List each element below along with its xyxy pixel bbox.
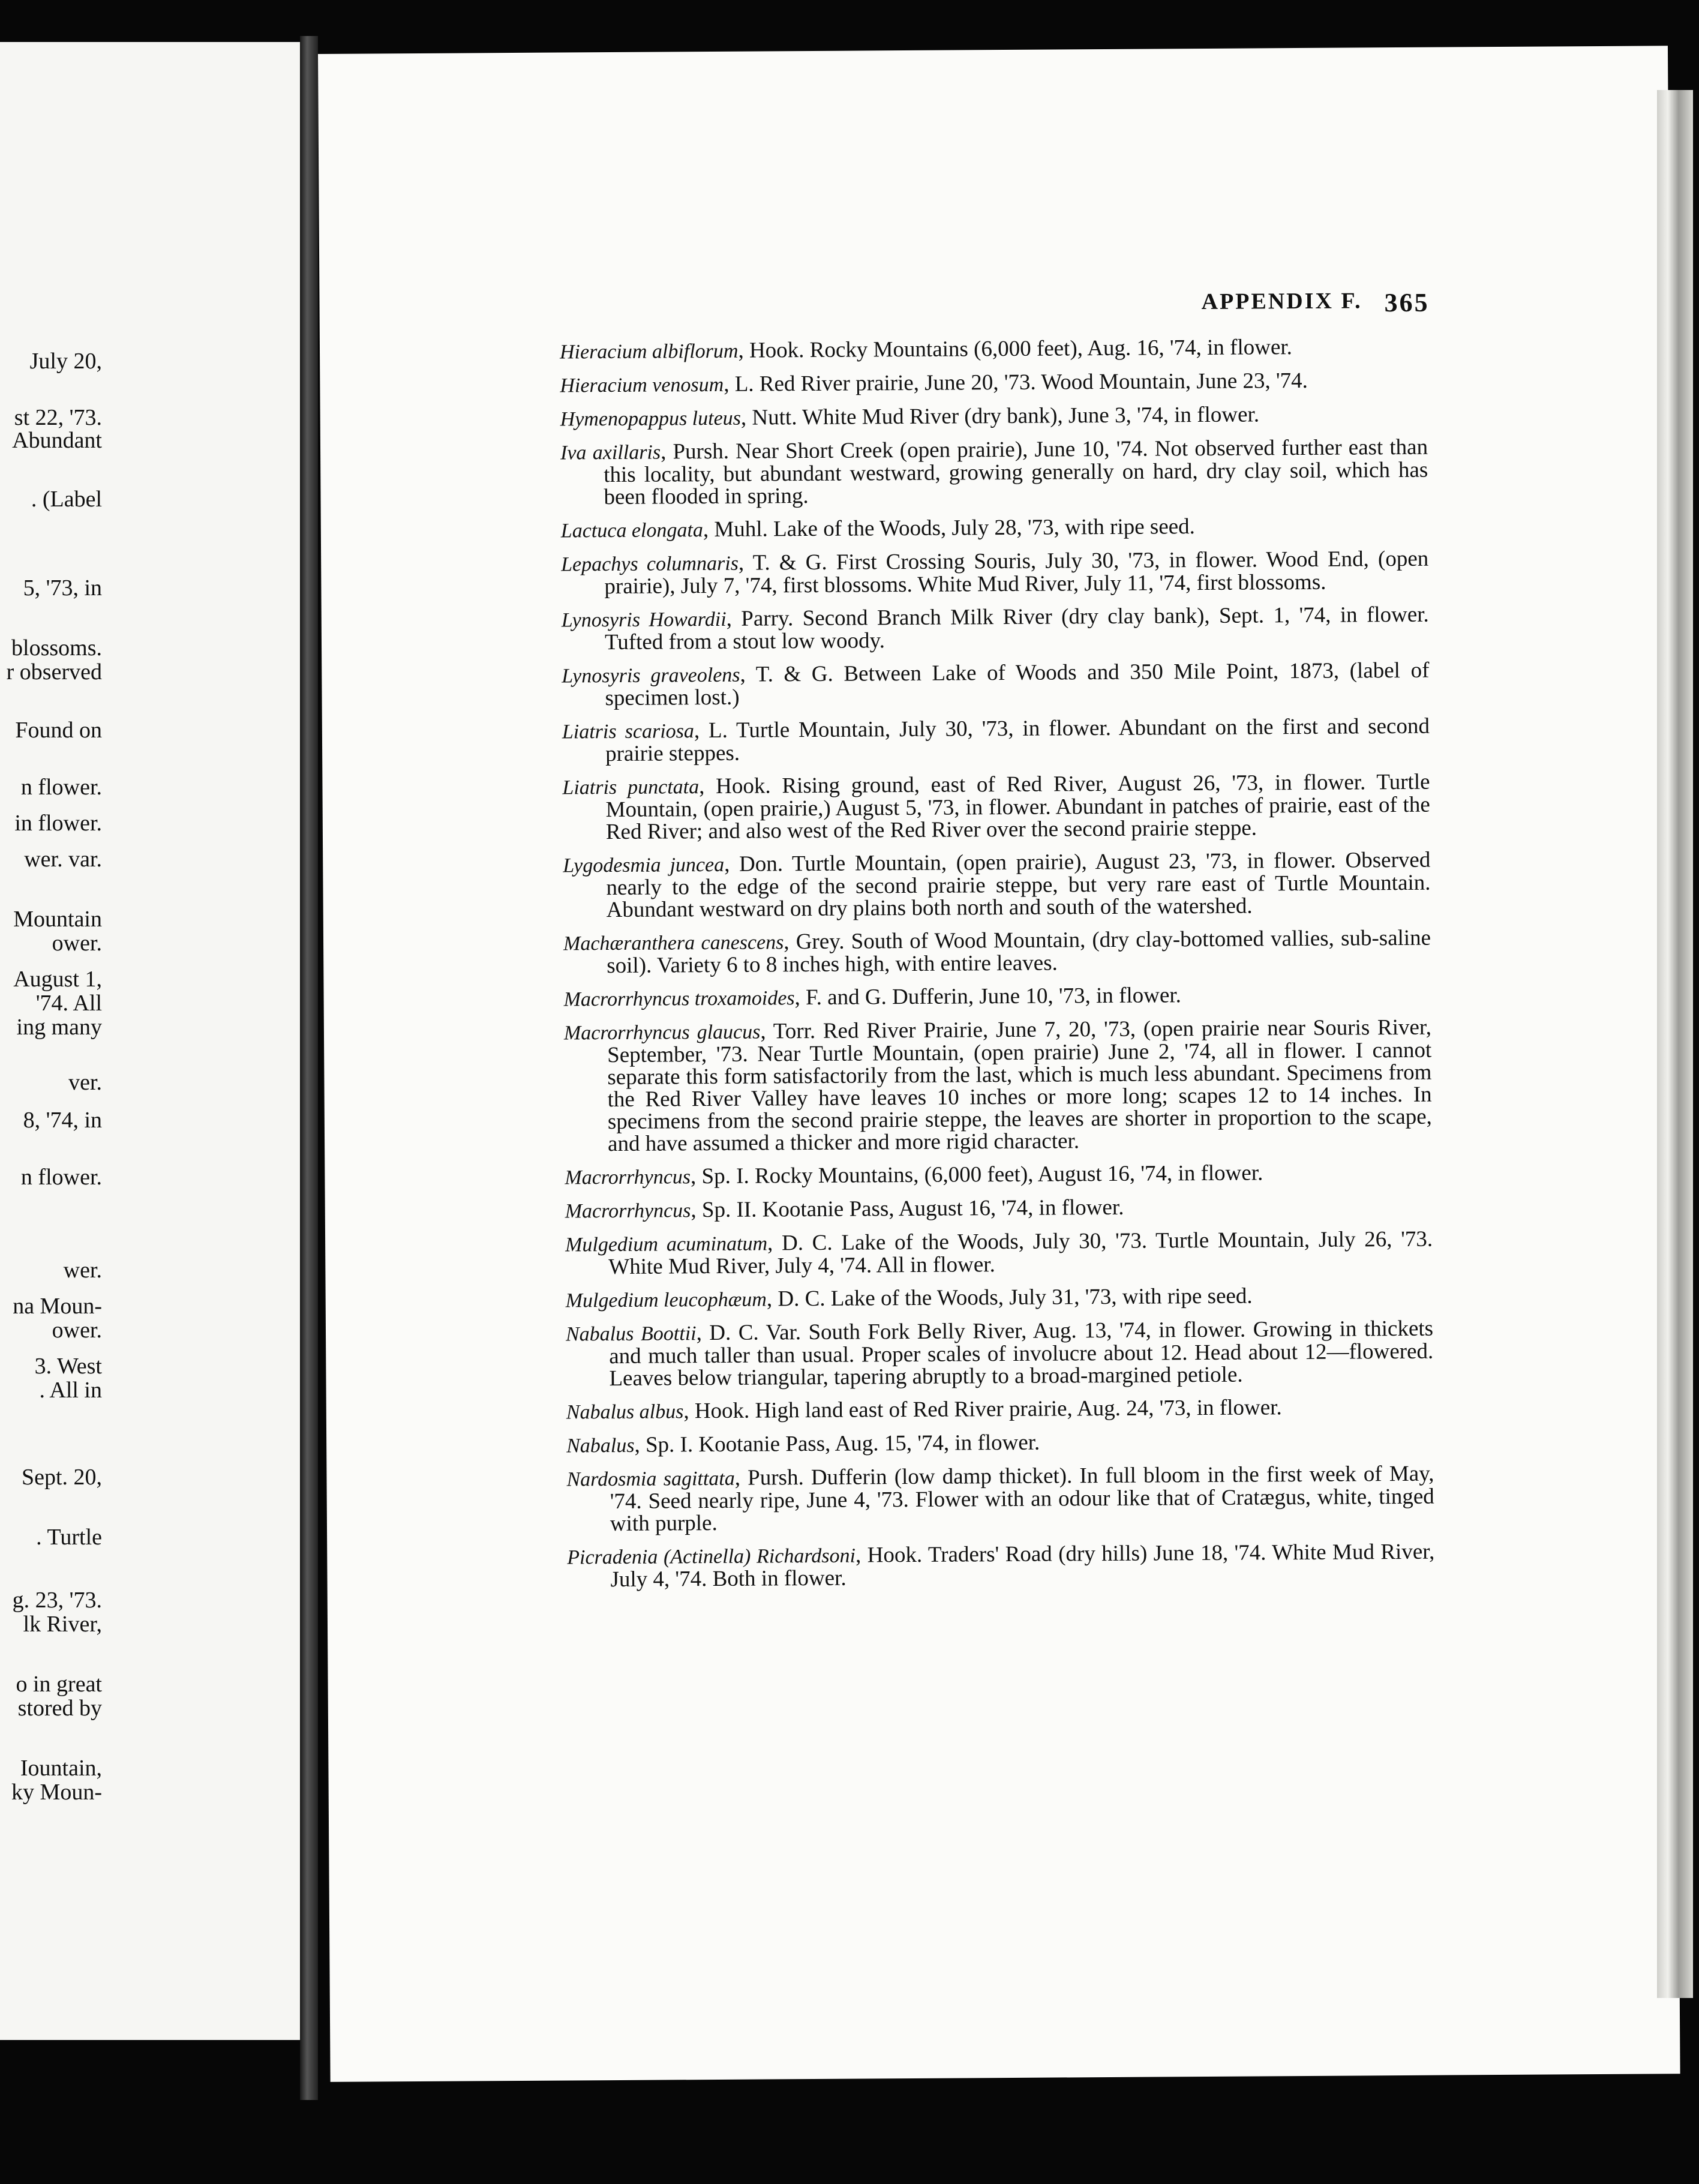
species-name: Nabalus Boottii xyxy=(565,1322,697,1346)
species-entry xyxy=(560,335,1427,364)
species-record: , Nutt. White Mud River (dry bank), June 3, '74, in flower. xyxy=(740,402,1260,430)
species-name: Liatris scariosa xyxy=(562,720,695,743)
left-page-fragment: o in great xyxy=(16,1672,102,1697)
species-record: , T. & G. Between Lake of Woods and 350 Mile Point, 1873, (label of specimen lost.) xyxy=(605,658,1430,711)
species-record: , Pursh. Dufferin (low damp thicket). In full bloom in the first week of May, '74. Seed nearly ripe, June 4, '73. Flower with an odour like that of Cratægus, white, tinged with purple. xyxy=(610,1461,1434,1537)
left-page-fragment: in flower. xyxy=(14,811,102,836)
species-entry xyxy=(566,1318,1434,1390)
species-name: Mulgedium leucophæum xyxy=(565,1288,767,1312)
species-entry xyxy=(562,659,1429,710)
species-entry xyxy=(562,715,1430,766)
left-page-fragment: August 1, xyxy=(13,967,102,992)
species-name: Machæranthera canescens xyxy=(563,931,784,955)
species-entry xyxy=(563,849,1431,922)
species-record: , D. C. Lake of the Woods, July 31, '73, with ripe seed. xyxy=(766,1283,1253,1312)
species-entry xyxy=(563,927,1431,977)
page-number: 365 xyxy=(1384,287,1430,318)
left-page-fragment: ing many xyxy=(16,1015,102,1040)
species-name: Lygodesmia juncea xyxy=(563,853,725,877)
left-page-fragment: 8, '74, in xyxy=(23,1108,102,1133)
page-stack-edge xyxy=(1657,90,1693,1998)
left-page xyxy=(0,42,302,2040)
left-page-fragment: 3. West xyxy=(34,1354,102,1379)
species-record: , Don. Turtle Mountain, (open prairie), August 23, '73, in flower. Observed nearly to the edge of the second prairie steppe, but very rare east of Turtle Mountain. Abundant westward on dry plains both north and south of the watershed. xyxy=(606,847,1431,923)
species-name: Lepachys columnaris xyxy=(561,552,739,576)
species-entry xyxy=(564,983,1431,1011)
species-entry xyxy=(566,1396,1434,1424)
species-entry xyxy=(565,1228,1433,1279)
left-page-fragment: ky Moun- xyxy=(11,1780,102,1805)
species-record: , D. C. Var. South Fork Belly River, Aug. 13, '74, in flower. Growing in thickets and much taller than usual. Proper scales of involucre about 12. Head about 12—flowered. Leaves below triangular, tapering abruptly to a broad-margined petiole. xyxy=(609,1316,1434,1391)
left-page-fragment: st 22, '73. xyxy=(14,405,102,430)
species-name: Iva axillaris xyxy=(560,441,661,464)
species-entry xyxy=(565,1195,1433,1223)
right-page xyxy=(318,46,1680,2082)
species-entry xyxy=(561,548,1428,598)
left-page-fragment: Sept. 20, xyxy=(21,1465,102,1490)
species-record: , Sp. II. Kootanie Pass, August 16, '74, in flower. xyxy=(691,1195,1124,1223)
species-name: Nabalus albus xyxy=(566,1400,684,1424)
species-entry xyxy=(566,1429,1434,1457)
species-name: Mulgedium acuminatum xyxy=(565,1232,768,1256)
species-record: , Hook. Traders' Road (dry hills) June 18, '74. White Mud River, July 4, '74. Both in flower. xyxy=(610,1539,1435,1592)
species-name: Macrorrhyncus xyxy=(565,1199,691,1223)
left-page-fragment: ower. xyxy=(52,931,102,956)
species-name: Macrorrhyncus glaucus xyxy=(563,1021,761,1045)
species-record: , F. and G. Dufferin, June 10, '73, in flower. xyxy=(794,983,1182,1010)
species-entry xyxy=(560,369,1427,397)
species-name: Macrorrhyncus troxamoides xyxy=(563,987,795,1011)
species-name: Lactuca elongata xyxy=(560,519,704,542)
left-page-fragment: July 20, xyxy=(29,349,102,374)
left-page-fragment: n flower. xyxy=(20,1165,102,1190)
species-record: , L. Turtle Mountain, July 30, '73, in flower. Abundant on the first and second prairie steppes. xyxy=(605,713,1430,767)
species-record: , Torr. Red River Prairie, June 7, 20, '73, (open prairie near Souris River, September, '73. Near Turtle Mountain, (open prairie) June 2, '74, all in flower. I cannot separate this form satisfactorily from the last, which is much less abundant. Specimens from the Red River Valley have leaves 10 inches or more long; scapes 12 to 14 inches. In specimens from the second prairie steppe, the leaves are shorter in proportion to the scape, and have assumed a thicker and more rigid character. xyxy=(607,1015,1432,1157)
species-name: Lynosyris graveolens xyxy=(562,664,740,688)
species-entry xyxy=(560,436,1428,509)
left-page-fragment: wer. var. xyxy=(24,847,102,872)
species-entry xyxy=(561,514,1428,542)
species-record: , Muhl. Lake of the Woods, July 28, '73, with ripe seed. xyxy=(703,514,1195,542)
species-entry xyxy=(566,1463,1434,1535)
species-name: Hieracium albiflorum xyxy=(559,340,739,364)
left-page-fragment: . Turtle xyxy=(36,1525,102,1550)
species-name: Hieracium venosum xyxy=(560,373,724,397)
species-entry xyxy=(560,403,1428,431)
species-record: , Sp. I. Rocky Mountains, (6,000 feet), August 16, '74, in flower. xyxy=(690,1160,1263,1189)
book-gutter xyxy=(300,36,318,2100)
left-page-fragment: stored by xyxy=(17,1696,102,1721)
species-name: Macrorrhyncus xyxy=(565,1166,691,1189)
species-record: , Sp. I. Kootanie Pass, Aug. 15, '74, in flower. xyxy=(634,1430,1040,1457)
left-page-fragment: Mountain xyxy=(13,907,102,932)
left-page-fragment: n flower. xyxy=(20,775,102,800)
species-record: , T. & G. First Crossing Souris, July 30, '73, in flower. Wood End, (open prairie), July 7, '74, first blossoms. White Mud River, July 11, '74, first blossoms. xyxy=(604,546,1429,599)
left-page-fragment: 5, '73, in xyxy=(23,575,102,601)
species-name: Nabalus xyxy=(566,1434,635,1457)
species-record: , D. C. Lake of the Woods, July 30, '73. Turtle Mountain, July 26, '73. White Mud River, July 4, '74. All in flower. xyxy=(608,1226,1433,1280)
left-page-fragment: ver. xyxy=(68,1070,102,1095)
species-name: Nardosmia sagittata xyxy=(566,1467,735,1491)
species-name: Picradenia (Actinella) Richardsoni xyxy=(567,1544,856,1569)
left-page-fragment: g. 23, '73. xyxy=(12,1588,102,1613)
running-head xyxy=(883,287,1430,318)
left-page-fragment: blossoms. xyxy=(11,635,102,661)
left-page-fragment: Abundant xyxy=(12,428,102,453)
left-page-fragment: wer. xyxy=(63,1258,102,1283)
species-name: Liatris punctata xyxy=(562,776,700,799)
species-record: , Pursh. Near Short Creek (open prairie), June 10, '74. Not observed further east than this locality, but abundant westward, growing generally on hard, dry clay soil, which has been flooded in spring. xyxy=(604,434,1428,510)
species-entry xyxy=(566,1284,1433,1312)
running-head-title: APPENDIX F. xyxy=(1201,288,1362,315)
species-record: , Parry. Second Branch Milk River (dry clay bank), Sept. 1, '74, in flower. Tufted from a stout low woody. xyxy=(604,602,1429,655)
left-page-fragment: r observed xyxy=(6,659,102,685)
species-entry xyxy=(565,1161,1432,1189)
species-record: , Hook. Rising ground, east of Red River, August 26, '73, in flower. Turtle Mountain, (open prairie,) August 5, '73, in flower. Abundant in patches of prairie, east of the Red River; and also west of the Red River over the second prairie steppe. xyxy=(605,769,1430,845)
species-name: Hymenopappus luteus xyxy=(560,407,742,431)
left-page-fragment: Found on xyxy=(15,718,102,743)
species-record: , Hook. High land east of Red River prairie, Aug. 24, '73, in flower. xyxy=(683,1395,1282,1424)
species-record: , Hook. Rocky Mountains (6,000 feet), Aug. 16, '74, in flower. xyxy=(738,335,1292,363)
species-entry xyxy=(567,1541,1434,1591)
left-page-fragment: lk River, xyxy=(23,1612,102,1637)
left-page-fragment: . All in xyxy=(39,1378,102,1403)
left-page-fragment: '74. All xyxy=(35,991,102,1016)
left-page-fragment: na Moun- xyxy=(13,1294,102,1319)
left-page-fragment: . (Label xyxy=(31,487,102,512)
species-name: Lynosyris Howardii xyxy=(561,608,727,632)
left-page-fragment: ower. xyxy=(52,1318,102,1343)
species-entry xyxy=(564,1016,1432,1156)
entry-list xyxy=(560,335,1435,1602)
species-entry xyxy=(562,771,1430,844)
species-record: , Grey. South of Wood Mountain, (dry clay-bottomed vallies, sub-saline soil). Variety 6 to 8 inches high, with entire leaves. xyxy=(607,925,1431,979)
left-page-fragment: Iountain, xyxy=(20,1756,102,1781)
species-record: , L. Red River prairie, June 20, '73. Wood Mountain, June 23, '74. xyxy=(724,368,1308,397)
species-entry xyxy=(562,604,1429,654)
